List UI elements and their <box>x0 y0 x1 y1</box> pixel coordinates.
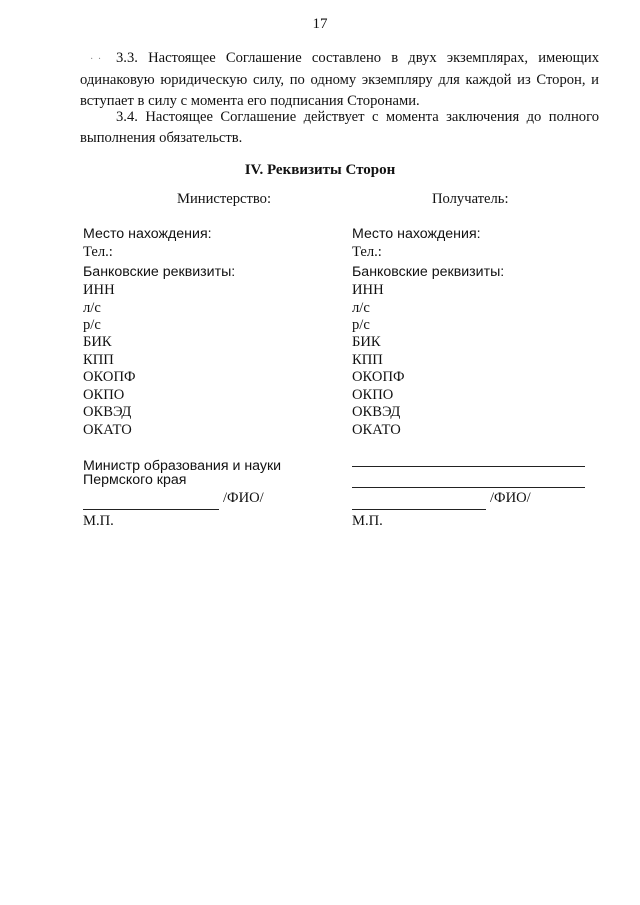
bik-label: БИК <box>352 334 381 350</box>
kpp-label: КПП <box>83 352 114 368</box>
signer-title-line2: Пермского края <box>83 472 187 488</box>
okato-label: ОКАТО <box>83 422 132 438</box>
stamp-label: М.П. <box>352 513 383 529</box>
right-signer-line-1 <box>352 466 585 467</box>
okpo-label: ОКПО <box>352 387 394 403</box>
okato-label: ОКАТО <box>352 422 401 438</box>
bik-label: БИК <box>83 334 112 350</box>
okved-label: ОКВЭД <box>352 404 401 420</box>
rs-label: р/с <box>352 317 370 333</box>
bank-details-label: Банковские реквизиты: <box>352 264 505 280</box>
scan-marks: · · <box>90 54 103 65</box>
fio-label: /ФИО/ <box>490 490 531 506</box>
stamp-label: М.П. <box>83 513 114 529</box>
location-label: Место нахождения: <box>352 226 481 242</box>
right-party-heading: Получатель: <box>432 191 509 207</box>
bank-details-label: Банковские реквизиты: <box>83 264 236 280</box>
paragraph-3-4: 3.4. Настоящее Соглашение действует с момента заключения до полного выполнения обязательств. <box>80 109 599 146</box>
right-signature-line <box>352 509 486 510</box>
kpp-label: КПП <box>352 352 383 368</box>
location-label: Место нахождения: <box>83 226 212 242</box>
phone-label: Тел.: <box>352 244 382 260</box>
okved-label: ОКВЭД <box>83 404 132 420</box>
fio-label: /ФИО/ <box>223 490 264 506</box>
ls-label: л/с <box>352 300 370 316</box>
okopf-label: ОКОПФ <box>352 369 405 385</box>
okopf-label: ОКОПФ <box>83 369 136 385</box>
rs-label: р/с <box>83 317 101 333</box>
phone-label: Тел.: <box>83 244 113 260</box>
left-signature-line <box>83 509 219 510</box>
paragraph-3-3 <box>80 48 599 112</box>
left-party-heading: Министерство: <box>177 191 272 207</box>
section-title: IV. Реквизиты Сторон <box>244 162 396 178</box>
inn-label: ИНН <box>83 282 115 298</box>
okpo-label: ОКПО <box>83 387 125 403</box>
right-signer-line-2 <box>352 487 585 488</box>
inn-label: ИНН <box>352 282 384 298</box>
signer-title-line1: Министр образования и науки <box>83 458 282 474</box>
page-number: 17 <box>312 16 328 32</box>
ls-label: л/с <box>83 300 101 316</box>
paragraph-3-3-text: 3.3. Настоящее Соглашение составлено в двух экземплярах, имеющих одинаковую юридическую силу, по одному экземпляру для каждой из Сторон, и вступает в силу с момента его подписания Сторонами. <box>80 50 599 109</box>
